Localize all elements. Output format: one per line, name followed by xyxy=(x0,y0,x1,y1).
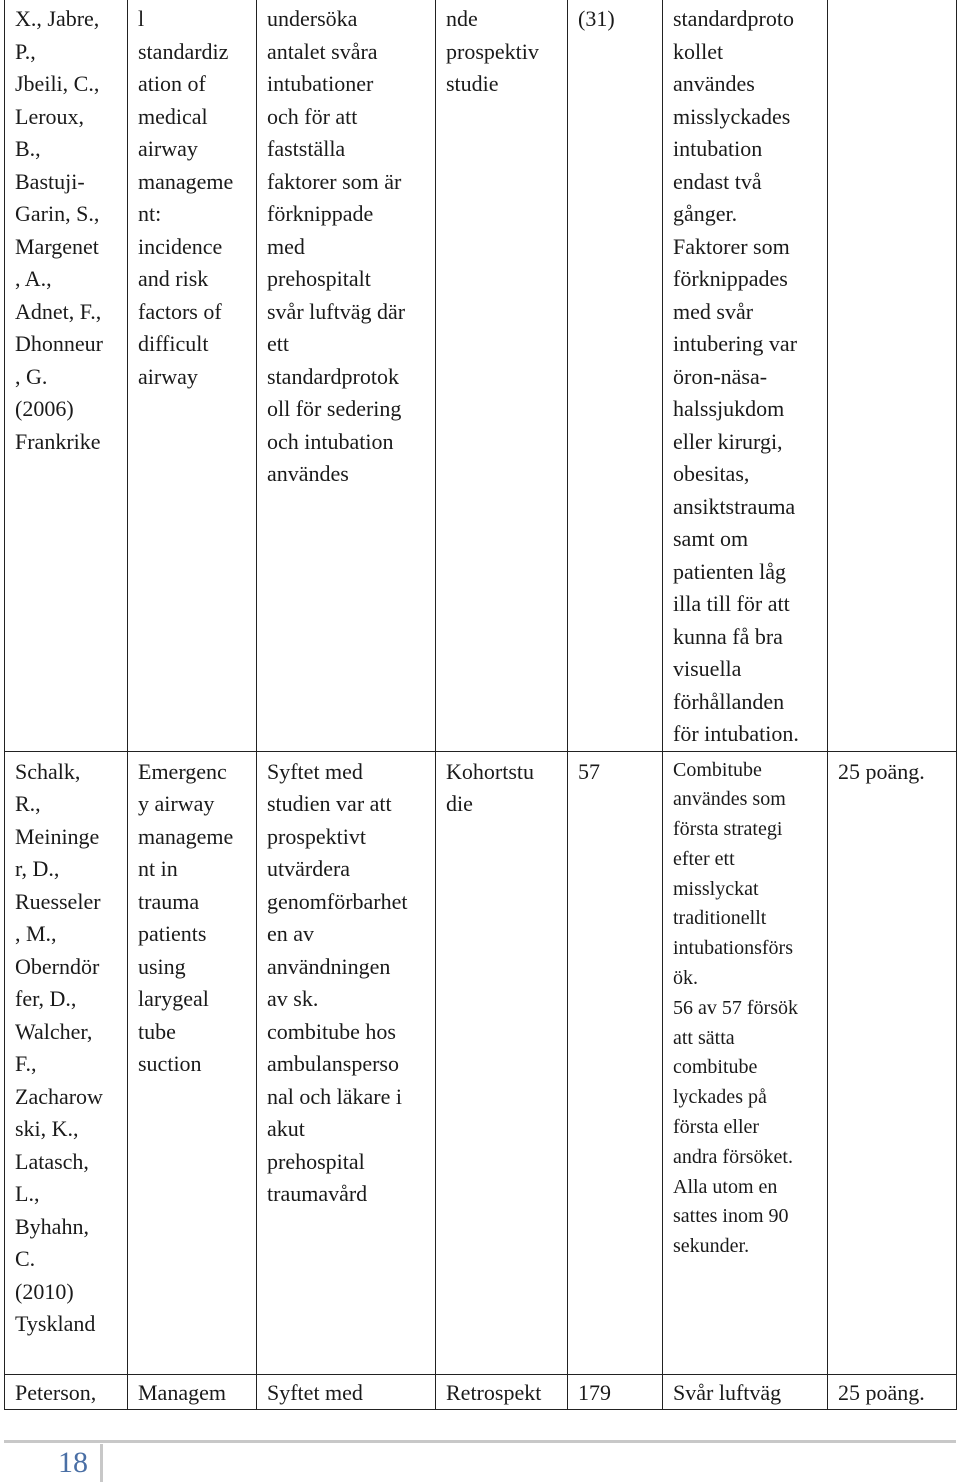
cell-line: medical xyxy=(138,103,208,129)
cell-line: standardprotok xyxy=(267,363,399,389)
cell-authors xyxy=(5,751,128,1374)
cell-line: av sk. xyxy=(267,986,319,1011)
cell-line: (2010) xyxy=(15,1278,74,1304)
cell-line: eller kirurgi, xyxy=(673,428,783,454)
cell-line: Frankrike xyxy=(15,428,101,454)
cell-line: X., Jabre, xyxy=(15,6,100,31)
cell-line: Dhonneur xyxy=(15,331,103,356)
cell-line: oll för sedering xyxy=(267,396,402,421)
cell-title xyxy=(128,0,257,751)
cell-line: B., xyxy=(15,136,41,161)
cell-line: och intubation xyxy=(267,428,394,454)
page-number: 18 xyxy=(58,1446,88,1479)
cell-line: Managem xyxy=(138,1379,226,1405)
cell-line: förhållanden xyxy=(673,688,785,714)
cell-line: misslyckat xyxy=(673,877,759,900)
cell-line: ambulansperso xyxy=(267,1051,399,1076)
cell-line: Meininge xyxy=(15,823,100,849)
cell-line: nde xyxy=(446,6,478,31)
cell-line: C. xyxy=(15,1246,36,1271)
cell-line: Zacharow xyxy=(15,1083,103,1109)
cell-line: för intubation. xyxy=(673,721,799,746)
cell-line: Alla utom en xyxy=(673,1175,778,1198)
cell-line: , G. xyxy=(15,363,48,389)
cell-line: användes xyxy=(673,71,755,96)
cell-line: traditionellt xyxy=(673,907,767,930)
cell-results xyxy=(663,751,828,1374)
cell-n xyxy=(568,0,663,751)
cell-line: 57 xyxy=(578,758,600,784)
cell-line: die xyxy=(446,791,473,816)
cell-line: traumavård xyxy=(267,1181,368,1206)
cell-line: Oberndör xyxy=(15,953,100,979)
cell-line: Jbeili, C., xyxy=(15,71,100,96)
cell-design xyxy=(436,751,568,1374)
cell-line: sattes inom 90 xyxy=(673,1205,789,1228)
cell-line: Syftet med xyxy=(267,758,363,784)
table-row xyxy=(5,0,957,751)
cell-line: patienten låg xyxy=(673,558,787,584)
cell-line: kunna få bra xyxy=(673,623,783,649)
cell-line: en av xyxy=(267,921,315,946)
footer-rule xyxy=(4,1440,956,1443)
cell-line: akut xyxy=(267,1116,305,1141)
cell-design xyxy=(436,1374,568,1410)
cell-line: patients xyxy=(138,921,207,946)
cell-line: Syftet med xyxy=(267,1379,363,1405)
cell-line: Peterson, xyxy=(15,1379,97,1405)
cell-line: studie xyxy=(446,71,499,96)
cell-line: Walcher, xyxy=(15,1018,93,1044)
cell-line: användningen xyxy=(267,953,391,979)
cell-aim xyxy=(257,1374,436,1410)
cell-line: F., xyxy=(15,1051,37,1076)
cell-n xyxy=(568,751,663,1374)
cell-line: trauma xyxy=(138,888,200,914)
cell-line: öron-näsa- xyxy=(673,363,768,389)
cell-results xyxy=(663,0,828,751)
cell-line: svår luftväg där xyxy=(267,298,406,324)
cell-line: gånger. xyxy=(673,201,738,226)
cell-line: manageme xyxy=(138,823,234,849)
cell-aim xyxy=(257,0,436,751)
cell-line: ansiktstrauma xyxy=(673,493,796,519)
cell-quality xyxy=(828,0,957,751)
cell-line: Adnet, F., xyxy=(15,298,102,324)
cell-aim xyxy=(257,751,436,1374)
cell-line: ett xyxy=(267,331,289,356)
cell-line: Margenet xyxy=(15,233,99,259)
cell-line: användes xyxy=(267,461,349,486)
cell-line: L., xyxy=(15,1181,40,1206)
cell-line: prospektiv xyxy=(446,38,539,64)
cell-line: 25 poäng. xyxy=(838,758,925,784)
cell-line: suction xyxy=(138,1051,202,1076)
cell-line: fastställa xyxy=(267,136,346,161)
cell-line: Byhahn, xyxy=(15,1213,89,1239)
cell-line: att sätta xyxy=(673,1026,735,1049)
cell-line: 56 av 57 försök xyxy=(673,996,798,1019)
cell-line: obesitas, xyxy=(673,461,750,486)
cell-line: prehospitalt xyxy=(267,266,371,291)
cell-n xyxy=(568,1374,663,1410)
cell-line: prospektivt xyxy=(267,823,366,849)
cell-line: airway xyxy=(138,136,198,161)
cell-line: ski, K., xyxy=(15,1116,79,1141)
cell-line: första eller xyxy=(673,1116,760,1139)
cell-line: combitube xyxy=(673,1056,758,1079)
cell-line: intubationsförs xyxy=(673,937,793,960)
cell-quality xyxy=(828,751,957,1374)
cell-line: med svår xyxy=(673,298,754,324)
cell-authors xyxy=(5,0,128,751)
cell-line: intubationer xyxy=(267,71,374,96)
cell-line: efter ett xyxy=(673,847,735,870)
cell-line: samt om xyxy=(673,526,749,551)
cell-line: prehospital xyxy=(267,1148,365,1174)
cell-line: factors of xyxy=(138,298,222,324)
cell-line: manageme xyxy=(138,168,234,194)
cell-line: using xyxy=(138,953,186,979)
cell-line: Leroux, xyxy=(15,103,85,129)
cell-line: sekunder. xyxy=(673,1235,750,1258)
cell-line: illa till för att xyxy=(673,591,790,616)
cell-line: visuella xyxy=(673,656,742,681)
cell-title xyxy=(128,1374,257,1410)
cell-line: r, D., xyxy=(15,856,60,881)
cell-line: larygeal xyxy=(138,986,209,1011)
cell-quality xyxy=(828,1374,957,1410)
cell-line: tube xyxy=(138,1018,176,1044)
cell-line: and risk xyxy=(138,266,209,291)
cell-authors xyxy=(5,1374,128,1410)
cell-line: förknippade xyxy=(267,201,374,226)
cell-line: incidence xyxy=(138,233,223,259)
cell-line: misslyckades xyxy=(673,103,791,129)
cell-line: studien var att xyxy=(267,791,392,816)
cell-line: nt: xyxy=(138,201,162,226)
cell-line: standardproto xyxy=(673,6,794,31)
cell-line: P., xyxy=(15,38,36,64)
cell-line: R., xyxy=(15,791,41,816)
cell-line: 25 poäng. xyxy=(838,1379,925,1405)
cell-line: 179 xyxy=(578,1379,611,1405)
cell-title xyxy=(128,751,257,1374)
literature-review-table xyxy=(4,0,957,1410)
cell-line: lyckades på xyxy=(673,1086,767,1109)
cell-line: l xyxy=(138,6,145,31)
cell-line: , M., xyxy=(15,921,57,946)
cell-line: kollet xyxy=(673,38,724,64)
cell-line: (2006) xyxy=(15,396,74,421)
cell-line: endast två xyxy=(673,168,762,194)
cell-line: nt in xyxy=(138,856,178,881)
cell-results xyxy=(663,1374,828,1410)
cell-line: Garin, S., xyxy=(15,201,100,226)
cell-line: airway xyxy=(138,363,198,389)
cell-line: med xyxy=(267,233,305,259)
cell-line: halssjukdom xyxy=(673,396,785,421)
cell-line: första strategi xyxy=(673,818,783,841)
cell-line: intubation xyxy=(673,136,763,161)
cell-line: ök. xyxy=(673,967,698,990)
cell-line: Schalk, xyxy=(15,758,81,784)
cell-line: Tyskland xyxy=(15,1311,96,1336)
cell-line: Faktorer som xyxy=(673,233,790,259)
cell-line: ation of xyxy=(138,71,206,96)
cell-line: och för att xyxy=(267,103,358,129)
cell-line: Kohortstu xyxy=(446,758,534,784)
cell-line: antalet svåra xyxy=(267,38,378,64)
cell-line: combitube hos xyxy=(267,1018,396,1044)
cell-line: y airway xyxy=(138,791,215,816)
cell-line: nal och läkare i xyxy=(267,1083,402,1109)
cell-line: andra försöket. xyxy=(673,1145,793,1168)
page-number-divider xyxy=(100,1444,103,1482)
cell-line: användes som xyxy=(673,788,786,811)
cell-line: Bastuji- xyxy=(15,168,85,194)
cell-line: undersöka xyxy=(267,6,358,31)
cell-line: Svår luftväg xyxy=(673,1379,782,1405)
cell-line: genomförbarhet xyxy=(267,888,408,914)
cell-line: Combitube xyxy=(673,758,762,781)
cell-line: faktorer som är xyxy=(267,168,402,194)
cell-line: (31) xyxy=(578,6,615,31)
cell-design xyxy=(436,0,568,751)
cell-line: standardiz xyxy=(138,38,229,64)
table-row xyxy=(5,751,957,1374)
cell-line: difficult xyxy=(138,331,209,356)
cell-line: fer, D., xyxy=(15,986,77,1011)
cell-line: utvärdera xyxy=(267,856,351,881)
cell-line: intubering var xyxy=(673,331,798,356)
table-row xyxy=(5,1374,957,1410)
cell-line: Latasch, xyxy=(15,1148,89,1174)
cell-line: Retrospekt xyxy=(446,1379,542,1405)
cell-line: Ruesseler xyxy=(15,888,101,914)
cell-line: förknippades xyxy=(673,266,788,291)
cell-line: Emergenc xyxy=(138,758,227,784)
cell-line: , A., xyxy=(15,266,52,291)
